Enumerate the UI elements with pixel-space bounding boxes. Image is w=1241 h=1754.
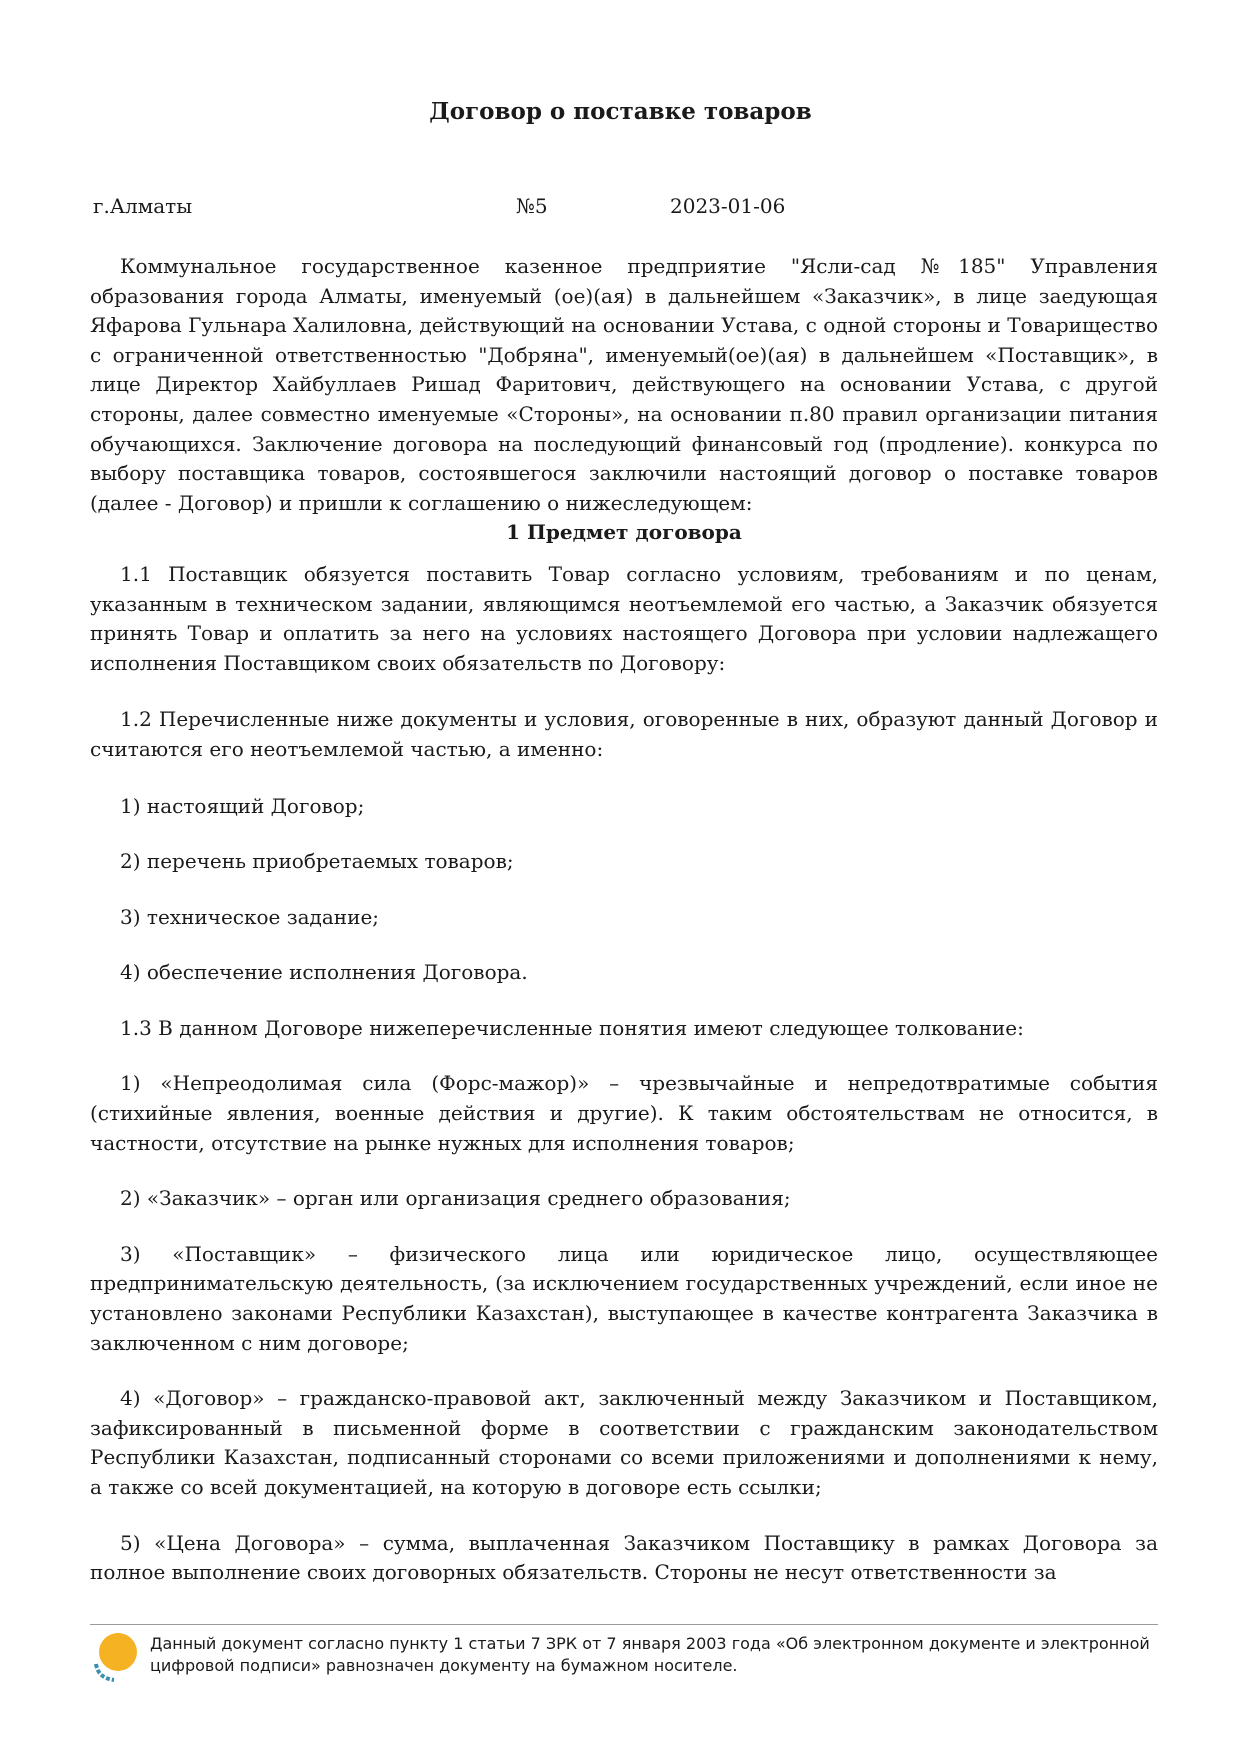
definition-item: 4) «Договор» – гражданско-правовой акт, заключенный между Заказчиком и Поставщиком, зафиксированный в письменной форме в соответствии с гражданским законодательством Республики Казахстан, подписанный сторонами со всеми приложениями и дополнениями к нему, а также со всей документацией, на которую в договоре есть ссылки; [90,1386,1158,1499]
section-heading: 1 Предмет договора [506,520,742,545]
document-body [90,252,1158,1588]
footer-disclaimer: Данный документ согласно пункту 1 статьи 7 ЗРК от 7 января 2003 года «Об электронном документе и электронной цифровой подписи» равнозначен документу на бумажном носителе. [150,1634,1150,1675]
clause-1-2: 1.2 Перечисленные ниже документы и условия, оговоренные в них, образуют данный Договор и считаются его неотъемлемой частью, а именно: [90,707,1158,761]
definition-item: 3) «Поставщик» – физического лица или юридическое лицо, осуществляющее предпринимательскую деятельность, (за исключением государственных учреждений, если иное не установлено законами Республики Казахстан), выступающее в качестве контрагента Заказчика в заключенном с ним договоре; [90,1241,1158,1355]
sun-seal-icon [92,1632,140,1686]
list-item: 1) настоящий Договор; [120,793,365,818]
list-item: 3) техническое задание; [120,904,380,929]
definition-item: 5) «Цена Договора» – сумма, выплаченная Заказчиком Поставщику в рамках Договора за полное выполнение своих договорных обязательств. Стороны не несут ответственности за [90,1530,1158,1585]
document-date: 2023-01-06 [670,194,786,218]
document-number: №5 [516,194,548,218]
document-title: Договор о поставке товаров [429,98,812,125]
definition-item: 1) «Непреодолимая сила (Форс-мажор)» – чрезвычайные и непредотвратимые события (стихийные явления, военные действия и другие). К таким обстоятельствам не относится, в частности, отсутствие на рынке нужных для исполнения товаров; [90,1071,1158,1155]
document-city: г.Алматы [93,194,193,218]
definition-item: 2) «Заказчик» – орган или организация среднего образования; [120,1186,791,1211]
list-item: 4) обеспечение исполнения Договора. [120,960,528,985]
clause-1-3: 1.3 В данном Договоре нижеперечисленные понятия имеют следующее толкование: [120,1015,1024,1040]
list-item: 2) перечень приобретаемых товаров; [120,849,514,874]
intro-paragraph: Коммунальное государственное казенное предприятие "Ясли-сад №185" Управления образования города Алматы, именуемый (ое)(ая) в дальнейшем «Заказчик», в лице заедующая Яфарова Гульнара Халиловна, действующий на основании Устава, с одной стороны и Товарищество с ограниченной ответственностью "Добряна", именуемый(ое)(ая) в дальнейшем «Поставщик», в лице Директор Хайбуллаев Ришад Фаритович, действующего на основании Устава, с другой стороны, далее совместно именуемые «Стороны», на основании п.80 правил организации питания обучающихся. Заключение договора на последующий финансовый год (продление). конкурса по выбору поставщика товаров, состоявшегося заключили настоящий договор о поставке товаров (далее - Договор) и пришли к соглашению о нижеследующем: [90,254,1158,515]
footer-divider [90,1624,1158,1625]
clause-1-1: 1.1 Поставщик обязуется поставить Товар согласно условиям, требованиям и по ценам, указанным в техническом задании, являющимся неотъемлемой его частью, а Заказчик обязуется принять Товар и оплатить за него на условиях настоящего Договора при условии надлежащего исполнения Поставщиком своих обязательств по Договору: [90,561,1158,675]
